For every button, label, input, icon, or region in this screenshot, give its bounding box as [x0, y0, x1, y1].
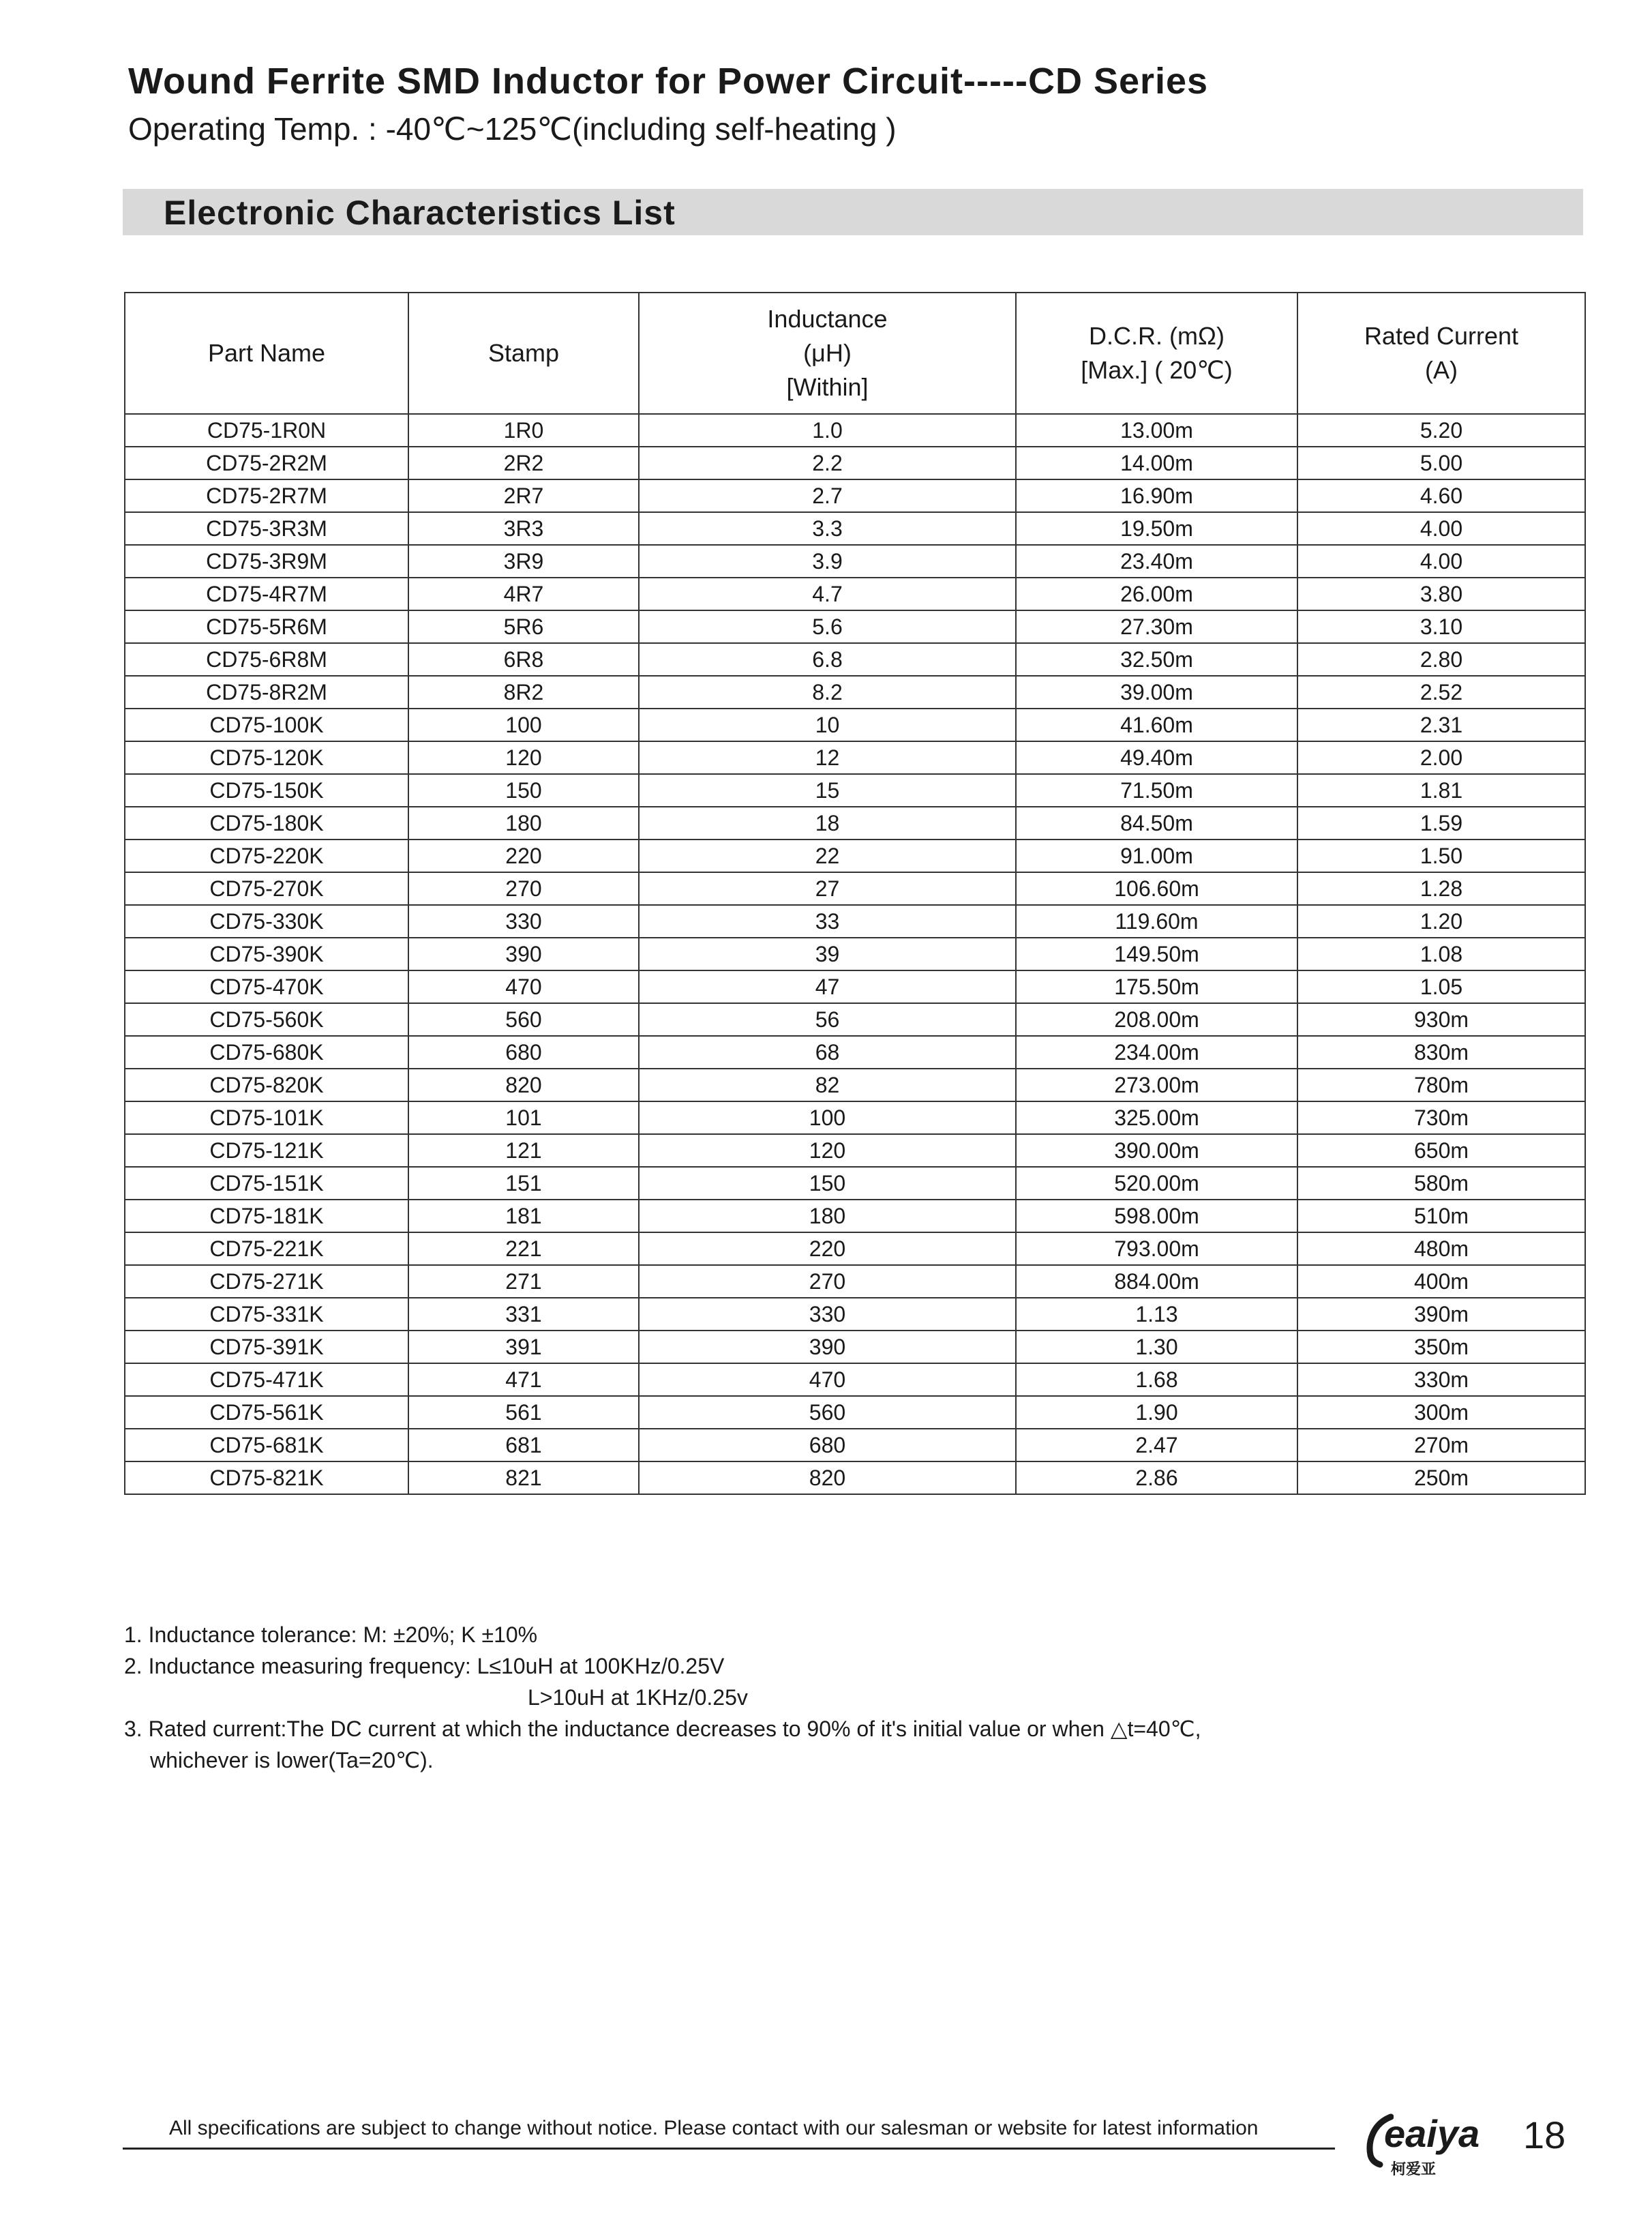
- table-row: [125, 1167, 1585, 1200]
- rated-current-cell: 580m: [1297, 1167, 1585, 1200]
- table-row: [125, 905, 1585, 938]
- part-name-cell: CD75-390K: [125, 938, 408, 970]
- table-row: [125, 676, 1585, 709]
- stamp-cell: 8R2: [408, 676, 639, 709]
- part-name-cell: CD75-270K: [125, 872, 408, 905]
- table-row: [125, 774, 1585, 807]
- table-row: [125, 872, 1585, 905]
- part-name-cell: CD75-5R6M: [125, 610, 408, 643]
- inductance-cell: 12: [639, 741, 1016, 774]
- dcr-cell: 1.90: [1016, 1396, 1297, 1429]
- table-row: [125, 1265, 1585, 1298]
- inductance-cell: 10: [639, 709, 1016, 741]
- stamp-cell: 391: [408, 1331, 639, 1363]
- inductance-cell: 820: [639, 1461, 1016, 1494]
- dcr-cell: 91.00m: [1016, 840, 1297, 872]
- table-row: [125, 840, 1585, 872]
- dcr-cell: 390.00m: [1016, 1134, 1297, 1167]
- dcr-cell: 32.50m: [1016, 643, 1297, 676]
- dcr-cell: 2.47: [1016, 1429, 1297, 1461]
- rated-current-cell: 270m: [1297, 1429, 1585, 1461]
- inductance-cell: 390: [639, 1331, 1016, 1363]
- rated-current-cell: 650m: [1297, 1134, 1585, 1167]
- rated-current-cell: 1.28: [1297, 872, 1585, 905]
- stamp-cell: 271: [408, 1265, 639, 1298]
- part-name-cell: CD75-561K: [125, 1396, 408, 1429]
- dcr-cell: 41.60m: [1016, 709, 1297, 741]
- part-name-cell: CD75-560K: [125, 1003, 408, 1036]
- rated-current-cell: 2.80: [1297, 643, 1585, 676]
- page-number: 18: [1523, 2113, 1566, 2156]
- header-stamp: [408, 293, 639, 414]
- part-name-cell: CD75-3R3M: [125, 512, 408, 545]
- rated-current-cell: 4.60: [1297, 479, 1585, 512]
- operating-temp-subtitle: Operating Temp. : -40℃~125℃(including self-heating ): [128, 111, 897, 147]
- table-row: [125, 1003, 1585, 1036]
- inductance-cell: 33: [639, 905, 1016, 938]
- table-row: [125, 709, 1585, 741]
- rated-current-cell: 400m: [1297, 1265, 1585, 1298]
- table-row: [125, 414, 1585, 447]
- header-line: [Within]: [786, 373, 869, 401]
- note-2: 2. Inductance measuring frequency: L≤10uH at 100KHz/0.25V: [124, 1654, 725, 1678]
- inductance-cell: 5.6: [639, 610, 1016, 643]
- part-name-cell: CD75-220K: [125, 840, 408, 872]
- inductance-cell: 150: [639, 1167, 1016, 1200]
- inductance-cell: 47: [639, 970, 1016, 1003]
- table-row: [125, 578, 1585, 610]
- dcr-cell: 106.60m: [1016, 872, 1297, 905]
- inductance-cell: 22: [639, 840, 1016, 872]
- dcr-cell: 71.50m: [1016, 774, 1297, 807]
- stamp-cell: 3R3: [408, 512, 639, 545]
- inductance-cell: 180: [639, 1200, 1016, 1232]
- company-logo: [1364, 2110, 1493, 2178]
- table-row: [125, 1200, 1585, 1232]
- stamp-cell: 6R8: [408, 643, 639, 676]
- dcr-cell: 273.00m: [1016, 1069, 1297, 1101]
- part-name-cell: CD75-470K: [125, 970, 408, 1003]
- logo-wordmark: eaiya: [1384, 2112, 1480, 2155]
- stamp-cell: 180: [408, 807, 639, 840]
- rated-current-cell: 1.20: [1297, 905, 1585, 938]
- part-name-cell: CD75-180K: [125, 807, 408, 840]
- inductance-cell: 120: [639, 1134, 1016, 1167]
- note-2-continued: L>10uH at 1KHz/0.25v: [528, 1685, 748, 1710]
- note-3: 3. Rated current:The DC current at which the inductance decreases to 90% of it's initial value or when △t=40℃,: [124, 1717, 1201, 1741]
- part-name-cell: CD75-391K: [125, 1331, 408, 1363]
- footer-divider: [123, 2148, 1335, 2150]
- header-line: D.C.R. (mΩ): [1089, 322, 1225, 350]
- stamp-cell: 121: [408, 1134, 639, 1167]
- part-name-cell: CD75-121K: [125, 1134, 408, 1167]
- inductance-cell: 8.2: [639, 676, 1016, 709]
- inductance-cell: 68: [639, 1036, 1016, 1069]
- stamp-cell: 101: [408, 1101, 639, 1134]
- inductance-cell: 4.7: [639, 578, 1016, 610]
- stamp-cell: 820: [408, 1069, 639, 1101]
- dcr-cell: 49.40m: [1016, 741, 1297, 774]
- dcr-cell: 149.50m: [1016, 938, 1297, 970]
- rated-current-cell: 1.05: [1297, 970, 1585, 1003]
- table-row: [125, 1069, 1585, 1101]
- stamp-cell: 2R2: [408, 447, 639, 479]
- stamp-cell: 4R7: [408, 578, 639, 610]
- stamp-cell: 331: [408, 1298, 639, 1331]
- table-row: [125, 1298, 1585, 1331]
- inductance-cell: 18: [639, 807, 1016, 840]
- part-name-cell: CD75-120K: [125, 741, 408, 774]
- part-name-cell: CD75-151K: [125, 1167, 408, 1200]
- section-title: Electronic Characteristics List: [164, 194, 676, 232]
- dcr-cell: 39.00m: [1016, 676, 1297, 709]
- inductance-cell: 680: [639, 1429, 1016, 1461]
- header-dcr: [1016, 293, 1297, 414]
- part-name-cell: CD75-471K: [125, 1363, 408, 1396]
- header-line: [Max.] ( 20℃): [1081, 356, 1233, 384]
- inductance-cell: 27: [639, 872, 1016, 905]
- table-row: [125, 1331, 1585, 1363]
- logo-chinese-name: 柯爱亚: [1391, 2160, 1437, 2178]
- dcr-cell: 13.00m: [1016, 414, 1297, 447]
- note-1: 1. Inductance tolerance: M: ±20%; K ±10%: [124, 1622, 538, 1647]
- part-name-cell: CD75-221K: [125, 1232, 408, 1265]
- stamp-cell: 151: [408, 1167, 639, 1200]
- inductance-cell: 560: [639, 1396, 1016, 1429]
- inductance-cell: 270: [639, 1265, 1016, 1298]
- rated-current-cell: 330m: [1297, 1363, 1585, 1396]
- table-row: [125, 741, 1585, 774]
- part-name-cell: CD75-2R2M: [125, 447, 408, 479]
- stamp-cell: 681: [408, 1429, 639, 1461]
- inductance-cell: 3.9: [639, 545, 1016, 578]
- inductance-cell: 3.3: [639, 512, 1016, 545]
- stamp-cell: 3R9: [408, 545, 639, 578]
- dcr-cell: 793.00m: [1016, 1232, 1297, 1265]
- stamp-cell: 330: [408, 905, 639, 938]
- note-3-continued: whichever is lower(Ta=20℃).: [150, 1748, 434, 1772]
- table-row: [125, 643, 1585, 676]
- rated-current-cell: 390m: [1297, 1298, 1585, 1331]
- inductance-cell: 330: [639, 1298, 1016, 1331]
- table-row: [125, 1036, 1585, 1069]
- section-header-bar: [123, 189, 1583, 235]
- stamp-cell: 181: [408, 1200, 639, 1232]
- table-row: [125, 545, 1585, 578]
- table-row: [125, 970, 1585, 1003]
- dcr-cell: 2.86: [1016, 1461, 1297, 1494]
- part-name-cell: CD75-3R9M: [125, 545, 408, 578]
- table-row: [125, 1363, 1585, 1396]
- part-name-cell: CD75-6R8M: [125, 643, 408, 676]
- dcr-cell: 175.50m: [1016, 970, 1297, 1003]
- rated-current-cell: 1.81: [1297, 774, 1585, 807]
- part-name-cell: CD75-1R0N: [125, 414, 408, 447]
- part-name-cell: CD75-331K: [125, 1298, 408, 1331]
- dcr-cell: 325.00m: [1016, 1101, 1297, 1134]
- stamp-cell: 1R0: [408, 414, 639, 447]
- inductance-cell: 15: [639, 774, 1016, 807]
- inductance-cell: 100: [639, 1101, 1016, 1134]
- dcr-cell: 23.40m: [1016, 545, 1297, 578]
- rated-current-cell: 2.52: [1297, 676, 1585, 709]
- inductance-cell: 6.8: [639, 643, 1016, 676]
- part-name-cell: CD75-4R7M: [125, 578, 408, 610]
- dcr-cell: 884.00m: [1016, 1265, 1297, 1298]
- table-row: [125, 1134, 1585, 1167]
- part-name-cell: CD75-271K: [125, 1265, 408, 1298]
- header-line: Part Name: [207, 339, 326, 367]
- rated-current-cell: 2.00: [1297, 741, 1585, 774]
- inductance-cell: 39: [639, 938, 1016, 970]
- header-rated-current: [1297, 293, 1585, 414]
- table-row: [125, 479, 1585, 512]
- part-name-cell: CD75-680K: [125, 1036, 408, 1069]
- rated-current-cell: 1.50: [1297, 840, 1585, 872]
- rated-current-cell: 930m: [1297, 1003, 1585, 1036]
- part-name-cell: CD75-101K: [125, 1101, 408, 1134]
- stamp-cell: 390: [408, 938, 639, 970]
- table-row: [125, 512, 1585, 545]
- table-row: [125, 938, 1585, 970]
- inductance-cell: 470: [639, 1363, 1016, 1396]
- table-row: [125, 1396, 1585, 1429]
- notes-block: [124, 1619, 1201, 1776]
- rated-current-cell: 730m: [1297, 1101, 1585, 1134]
- stamp-cell: 561: [408, 1396, 639, 1429]
- rated-current-cell: 5.00: [1297, 447, 1585, 479]
- table-row: [125, 807, 1585, 840]
- table-row: [125, 1232, 1585, 1265]
- dcr-cell: 598.00m: [1016, 1200, 1297, 1232]
- rated-current-cell: 510m: [1297, 1200, 1585, 1232]
- dcr-cell: 26.00m: [1016, 578, 1297, 610]
- inductance-cell: 82: [639, 1069, 1016, 1101]
- rated-current-cell: 1.59: [1297, 807, 1585, 840]
- stamp-cell: 680: [408, 1036, 639, 1069]
- table-header-row: [125, 293, 1585, 414]
- part-name-cell: CD75-8R2M: [125, 676, 408, 709]
- dcr-cell: 520.00m: [1016, 1167, 1297, 1200]
- dcr-cell: 27.30m: [1016, 610, 1297, 643]
- rated-current-cell: 5.20: [1297, 414, 1585, 447]
- stamp-cell: 100: [408, 709, 639, 741]
- header-line: Inductance: [767, 305, 888, 333]
- stamp-cell: 470: [408, 970, 639, 1003]
- rated-current-cell: 350m: [1297, 1331, 1585, 1363]
- table-row: [125, 610, 1585, 643]
- rated-current-cell: 780m: [1297, 1069, 1585, 1101]
- stamp-cell: 221: [408, 1232, 639, 1265]
- table-body: [125, 414, 1585, 1494]
- part-name-cell: CD75-820K: [125, 1069, 408, 1101]
- dcr-cell: 19.50m: [1016, 512, 1297, 545]
- stamp-cell: 120: [408, 741, 639, 774]
- inductance-cell: 56: [639, 1003, 1016, 1036]
- header-line: Stamp: [487, 339, 560, 367]
- dcr-cell: 1.13: [1016, 1298, 1297, 1331]
- rated-current-cell: 830m: [1297, 1036, 1585, 1069]
- stamp-cell: 5R6: [408, 610, 639, 643]
- header-inductance: [639, 293, 1016, 414]
- dcr-cell: 119.60m: [1016, 905, 1297, 938]
- part-name-cell: CD75-681K: [125, 1429, 408, 1461]
- rated-current-cell: 2.31: [1297, 709, 1585, 741]
- rated-current-cell: 3.80: [1297, 578, 1585, 610]
- part-name-cell: CD75-330K: [125, 905, 408, 938]
- part-name-cell: CD75-100K: [125, 709, 408, 741]
- dcr-cell: 84.50m: [1016, 807, 1297, 840]
- header-line: Rated Current: [1364, 322, 1519, 350]
- stamp-cell: 270: [408, 872, 639, 905]
- dcr-cell: 234.00m: [1016, 1036, 1297, 1069]
- stamp-cell: 471: [408, 1363, 639, 1396]
- stamp-cell: 220: [408, 840, 639, 872]
- header-line: (μH): [803, 339, 852, 367]
- footer-disclaimer: All specifications are subject to change without notice. Please contact with our salesman or website for latest information: [169, 2117, 1259, 2139]
- table-row: [125, 1429, 1585, 1461]
- stamp-cell: 821: [408, 1461, 639, 1494]
- part-name-cell: CD75-2R7M: [125, 479, 408, 512]
- stamp-cell: 560: [408, 1003, 639, 1036]
- stamp-cell: 2R7: [408, 479, 639, 512]
- dcr-cell: 14.00m: [1016, 447, 1297, 479]
- dcr-cell: 208.00m: [1016, 1003, 1297, 1036]
- rated-current-cell: 1.08: [1297, 938, 1585, 970]
- rated-current-cell: 480m: [1297, 1232, 1585, 1265]
- inductance-cell: 2.7: [639, 479, 1016, 512]
- header-line: (A): [1425, 356, 1458, 384]
- page-title: Wound Ferrite SMD Inductor for Power Circuit-----CD Series: [128, 61, 1209, 102]
- dcr-cell: 1.30: [1016, 1331, 1297, 1363]
- inductance-cell: 220: [639, 1232, 1016, 1265]
- rated-current-cell: 300m: [1297, 1396, 1585, 1429]
- header-part-name: [125, 293, 408, 414]
- table-row: [125, 1461, 1585, 1494]
- rated-current-cell: 3.10: [1297, 610, 1585, 643]
- inductance-cell: 2.2: [639, 447, 1016, 479]
- dcr-cell: 1.68: [1016, 1363, 1297, 1396]
- rated-current-cell: 4.00: [1297, 545, 1585, 578]
- rated-current-cell: 250m: [1297, 1461, 1585, 1494]
- dcr-cell: 16.90m: [1016, 479, 1297, 512]
- table-row: [125, 447, 1585, 479]
- part-name-cell: CD75-181K: [125, 1200, 408, 1232]
- stamp-cell: 150: [408, 774, 639, 807]
- rated-current-cell: 4.00: [1297, 512, 1585, 545]
- part-name-cell: CD75-150K: [125, 774, 408, 807]
- part-name-cell: CD75-821K: [125, 1461, 408, 1494]
- table-row: [125, 1101, 1585, 1134]
- inductance-cell: 1.0: [639, 414, 1016, 447]
- characteristics-table: [124, 292, 1586, 1495]
